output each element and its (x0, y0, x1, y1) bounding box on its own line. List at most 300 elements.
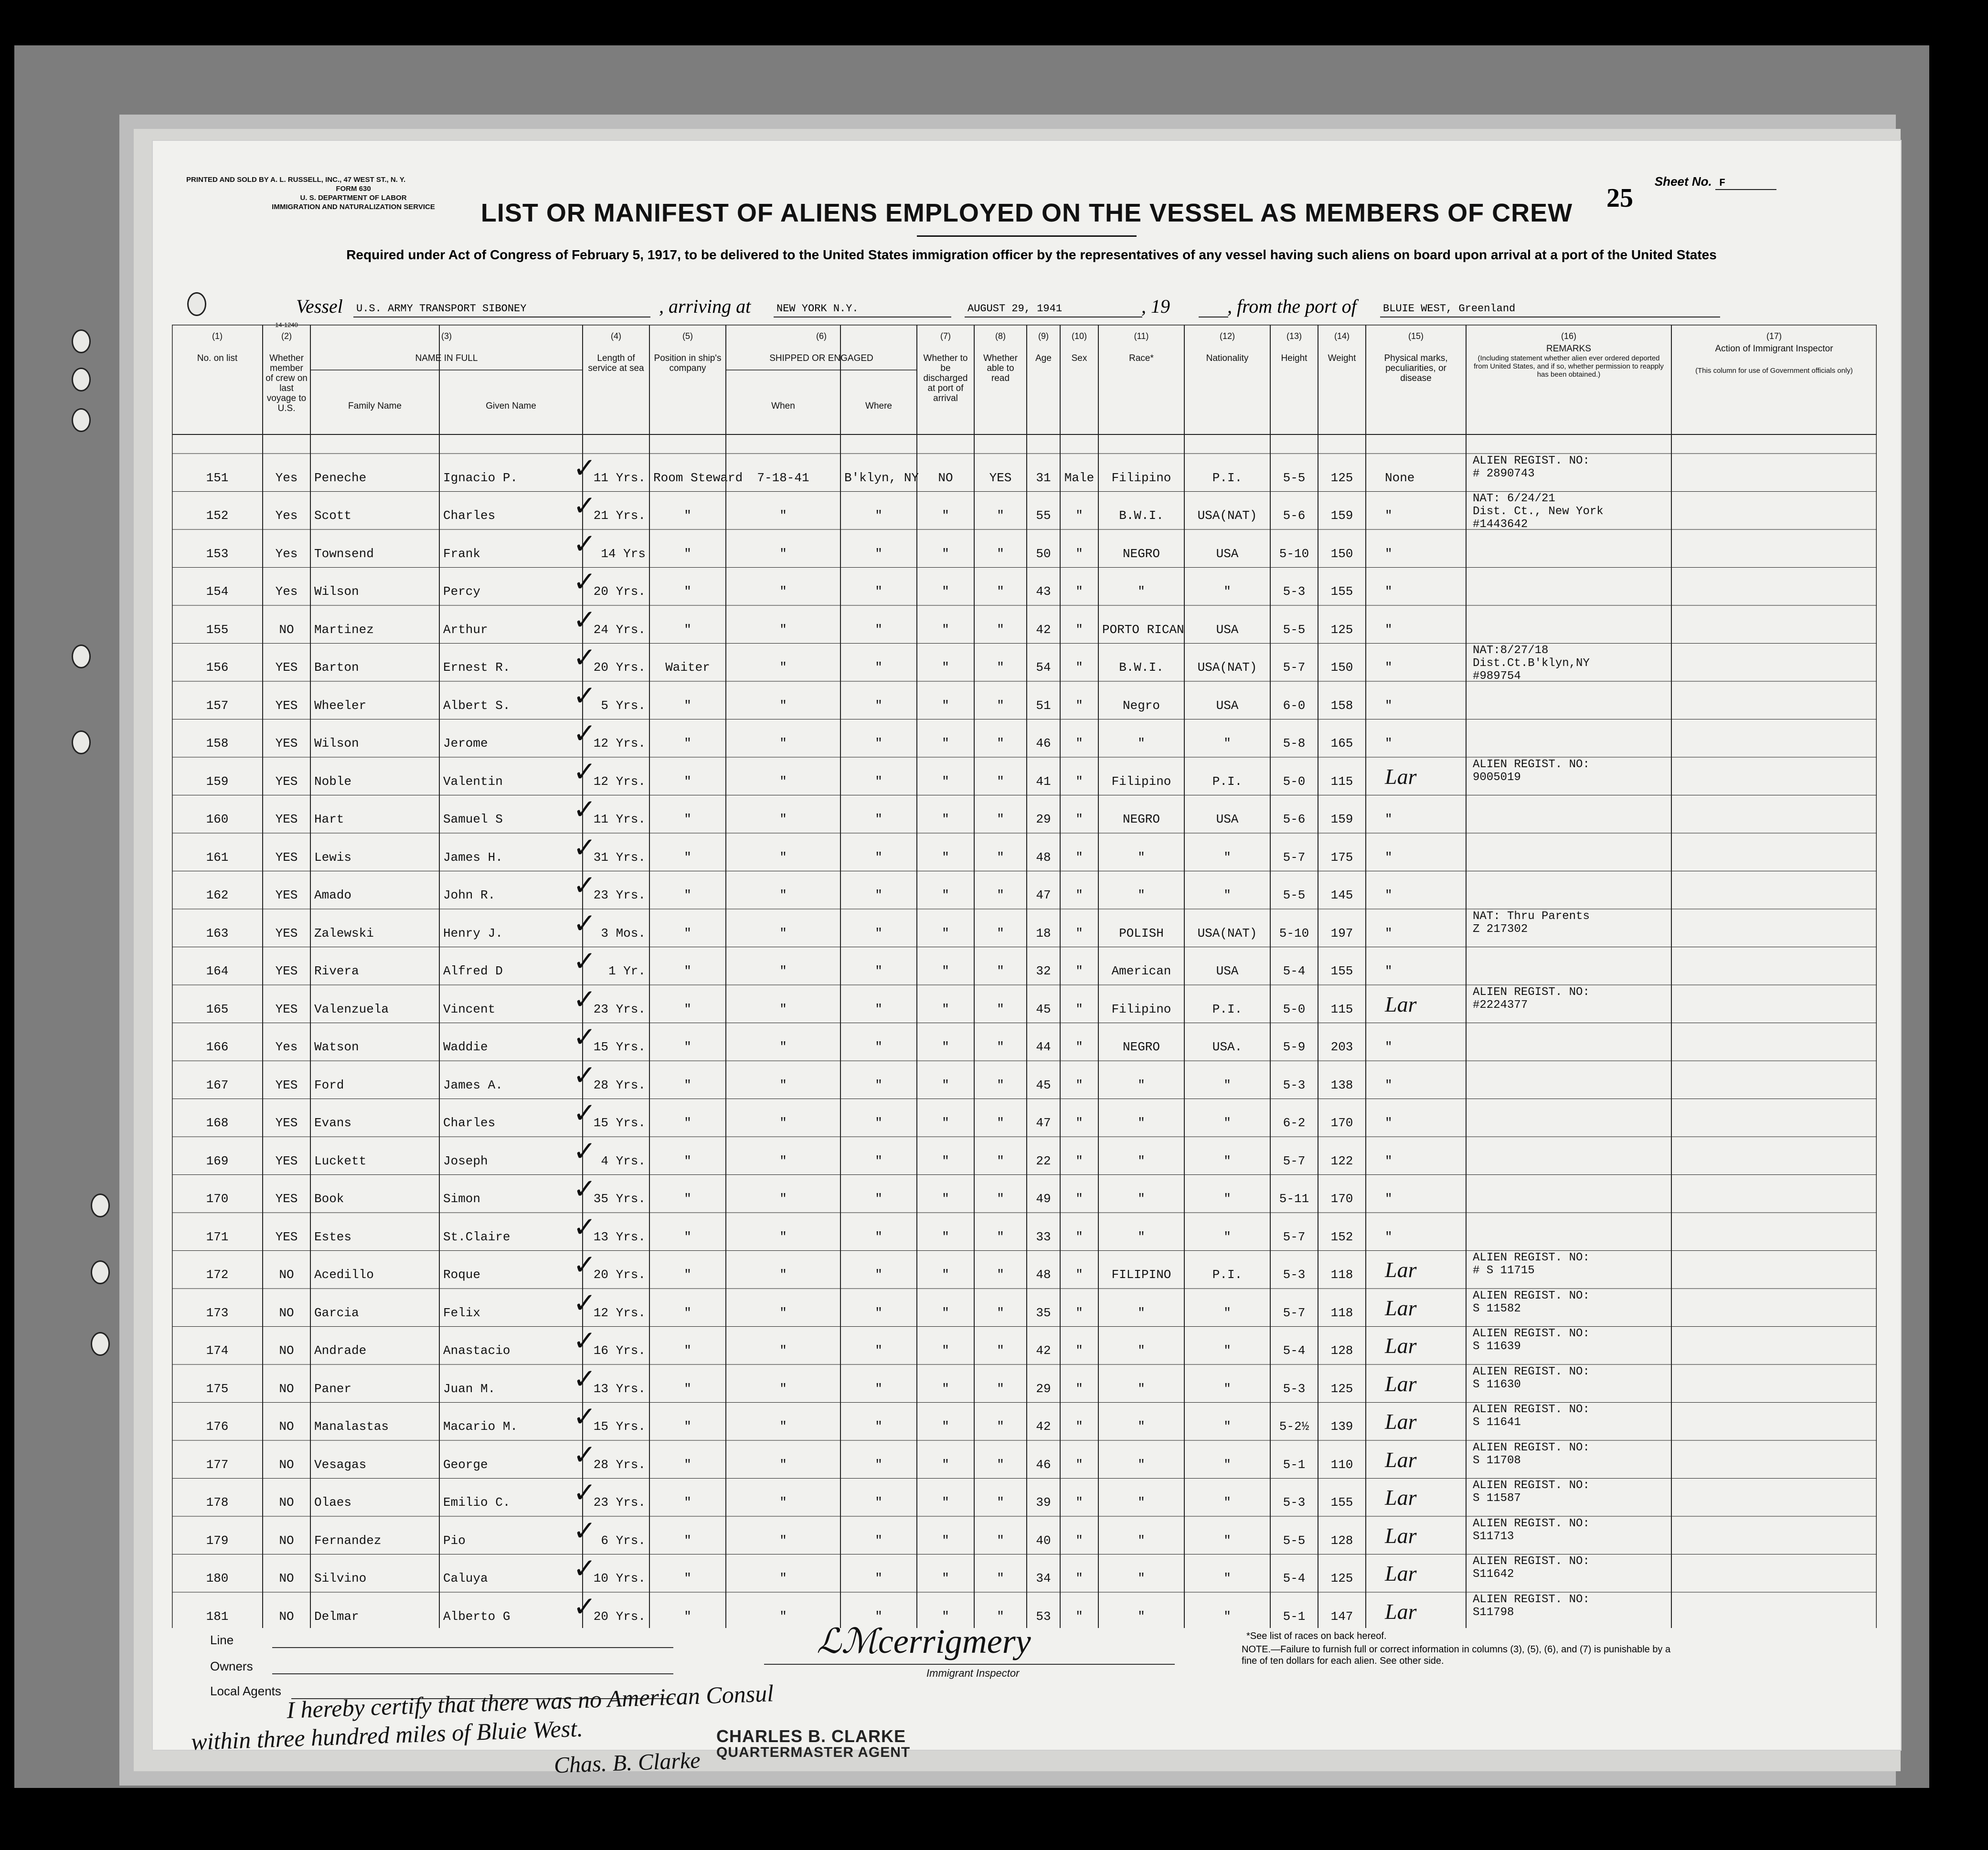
cell-disch: " (942, 888, 949, 902)
cell-family: Rivera (314, 964, 359, 978)
cell-nat: P.I. (1212, 1002, 1243, 1016)
cell-height: 5-3 (1283, 1381, 1306, 1396)
check-mark: ✓ (573, 1553, 596, 1584)
corner-code: 14-1240 (275, 321, 298, 328)
check-mark: ✓ (573, 490, 596, 521)
cell-nat: " (1223, 1533, 1231, 1548)
footer-note: NOTE.—Failure to furnish full or correct information in columns (3), (5), (6), and (7) is punishable by a fine of ten dollars for each alien. See other side. (1242, 1644, 1671, 1666)
cell-when: " (779, 736, 787, 751)
cell-family: Hart (314, 812, 344, 826)
cell-no: 159 (206, 774, 229, 789)
column-header-c9: Age (1035, 353, 1052, 363)
cell-nat: USA(NAT) (1197, 926, 1257, 941)
cell-race: Filipino (1111, 774, 1171, 789)
cell-no: 157 (206, 698, 229, 713)
cell-sex: " (1075, 1533, 1083, 1548)
cell-where: " (875, 1078, 882, 1092)
cell-marks: Lar (1385, 1523, 1417, 1548)
arriving-port: NEW YORK N.Y. (774, 303, 951, 317)
cell-disch: " (942, 1078, 949, 1092)
cell-remarks: ALIEN REGIST. NO: (1473, 1327, 1590, 1340)
cell-race: " (1138, 1343, 1145, 1358)
cell-race: " (1138, 1153, 1145, 1168)
cell-weight: 122 (1330, 1153, 1353, 1168)
column-header-c3: NAME IN FULL (415, 353, 478, 363)
check-mark: ✓ (573, 756, 596, 787)
cell-race: " (1138, 1229, 1145, 1244)
cell-disch: " (942, 1040, 949, 1054)
check-mark: ✓ (573, 528, 596, 560)
cell-nat: " (1223, 584, 1231, 599)
cell-no: 168 (206, 1116, 229, 1130)
cell-where: " (875, 774, 882, 789)
cell-nat: " (1223, 1229, 1231, 1244)
cell-race: NEGRO (1122, 1040, 1160, 1054)
footer-line-rule (272, 1647, 673, 1648)
cell-read: " (997, 1571, 1004, 1586)
cell-nat: USA (1216, 812, 1239, 826)
cell-sex: " (1075, 1116, 1083, 1130)
cell-remarks: ALIEN REGIST. NO: (1473, 1517, 1590, 1530)
cell-prev: NO (279, 1268, 294, 1282)
cell-when: " (779, 1381, 787, 1396)
cell-read: " (997, 1305, 1004, 1320)
cell-marks: " (1385, 850, 1393, 865)
cell-service: 11 Yrs. (593, 470, 646, 485)
cell-when: " (779, 1002, 787, 1016)
cell-prev: Yes (275, 508, 298, 523)
cell-given: Pio (443, 1533, 466, 1548)
cell-family: Wheeler (314, 698, 367, 713)
check-mark: ✓ (573, 1477, 596, 1508)
cell-family: Valenzuela (314, 1002, 389, 1016)
cell-no: 169 (206, 1153, 229, 1168)
cell-race: Filipino (1111, 1002, 1171, 1016)
cell-weight: 158 (1330, 698, 1353, 713)
cell-height: 5-7 (1283, 850, 1306, 865)
cell-marks: " (1385, 736, 1393, 751)
cell-no: 160 (206, 812, 229, 826)
cell-height: 5-7 (1283, 660, 1306, 675)
cell-age: 46 (1036, 736, 1051, 751)
inspector-rule (764, 1664, 1175, 1665)
cell-prev: NO (279, 1609, 294, 1624)
cell-disch: " (942, 850, 949, 865)
cell-remarks: Dist.Ct.B'klyn,NY (1473, 657, 1590, 670)
column-header-c14: Weight (1328, 353, 1356, 363)
page-subtitle: Required under Act of Congress of February 5, 1917, to be delivered to the United States immigration officer by the representatives of any vessel having such aliens on board upon arrival at a port of the United States (346, 247, 1717, 262)
cell-remarks: S 11582 (1473, 1302, 1521, 1315)
cell-race: " (1138, 1609, 1145, 1624)
cell-marks: Lar (1385, 992, 1417, 1016)
cell-race: " (1138, 888, 1145, 902)
cell-marks: Lar (1385, 1333, 1417, 1358)
cell-read: " (997, 1002, 1004, 1016)
cell-nat: USA (1216, 622, 1239, 637)
check-mark: ✓ (573, 870, 596, 901)
column-number-c9: (9) (1038, 331, 1049, 341)
cell-prev: NO (279, 1533, 294, 1548)
cell-age: 39 (1036, 1495, 1051, 1510)
cell-read: " (997, 660, 1004, 675)
check-mark: ✓ (573, 1211, 596, 1243)
footer-owners-label: Owners (210, 1659, 253, 1673)
cell-position: " (684, 736, 691, 751)
cell-race: " (1138, 584, 1145, 599)
inspector-signature: ℒℳcerrigmery (817, 1622, 1031, 1660)
check-mark: ✓ (573, 718, 596, 749)
from-port: BLUIE WEST, Greenland (1380, 303, 1720, 317)
cell-service: 23 Yrs. (593, 1495, 646, 1510)
cell-disch: " (942, 736, 949, 751)
cell-family: Amado (314, 888, 352, 902)
cell-given: Henry J. (443, 926, 503, 941)
check-mark: ✓ (573, 983, 596, 1015)
cell-height: 5-3 (1283, 1078, 1306, 1092)
cell-where: " (875, 584, 882, 599)
cell-remarks: NAT: Thru Parents (1473, 909, 1590, 923)
cell-no: 165 (206, 1002, 229, 1016)
cell-given: Alfred D (443, 964, 503, 978)
check-mark: ✓ (573, 832, 596, 863)
races-note: *See list of races on back hereof. (1246, 1631, 1387, 1641)
cell-disch: " (942, 1457, 949, 1472)
cell-family: Barton (314, 660, 359, 675)
column-header-c10: Sex (1071, 353, 1087, 363)
form-number: FORM 630 (336, 185, 371, 193)
stamp-title: QUARTERMASTER AGENT (716, 1744, 911, 1760)
cell-prev: NO (279, 1381, 294, 1396)
cell-service: 13 Yrs. (593, 1229, 646, 1244)
cell-when: " (779, 1040, 787, 1054)
cell-no: 161 (206, 850, 229, 865)
cell-disch: " (942, 1609, 949, 1624)
cell-height: 5-3 (1283, 1268, 1306, 1282)
cell-marks: " (1385, 584, 1393, 599)
cell-disch: " (942, 1419, 949, 1434)
cell-nat: " (1223, 1305, 1231, 1320)
cell-weight: 170 (1330, 1192, 1353, 1206)
cell-family: Martinez (314, 622, 374, 637)
cell-family: Olaes (314, 1495, 352, 1510)
cell-given: Macario M. (443, 1419, 518, 1434)
cell-nat: USA(NAT) (1197, 660, 1257, 675)
cell-when: " (779, 926, 787, 941)
cell-remarks: NAT:8/27/18 (1473, 644, 1549, 657)
cell-family: Book (314, 1192, 344, 1206)
cell-age: 48 (1036, 850, 1051, 865)
cell-service: 10 Yrs. (593, 1571, 646, 1586)
cell-given: Valentin (443, 774, 503, 789)
cell-age: 29 (1036, 1381, 1051, 1396)
cell-when: " (779, 584, 787, 599)
cell-position: " (684, 812, 691, 826)
cell-sex: " (1075, 850, 1083, 865)
cell-age: 45 (1036, 1002, 1051, 1016)
cell-remarks: ALIEN REGIST. NO: (1473, 1403, 1590, 1416)
cell-weight: 150 (1330, 660, 1353, 675)
cell-given: John R. (443, 888, 496, 902)
cell-marks: " (1385, 964, 1393, 978)
cell-race: " (1138, 1495, 1145, 1510)
cell-age: 42 (1036, 622, 1051, 637)
cell-marks: " (1385, 508, 1393, 523)
cell-marks: Lar (1385, 1409, 1417, 1434)
cell-sex: " (1075, 622, 1083, 637)
cell-nat: " (1223, 1571, 1231, 1586)
punch-hole (91, 1332, 110, 1356)
cell-marks: " (1385, 1116, 1393, 1130)
check-mark: ✓ (573, 566, 596, 597)
manifest-sheet (153, 141, 1901, 1778)
cell-where: " (875, 1153, 882, 1168)
cell-marks: " (1385, 698, 1393, 713)
cell-height: 5-3 (1283, 584, 1306, 599)
cell-disch: " (942, 622, 949, 637)
cell-nat: P.I. (1212, 774, 1243, 789)
cell-no: 170 (206, 1192, 229, 1206)
cell-read: " (997, 1268, 1004, 1282)
cell-where: " (875, 850, 882, 865)
cell-age: 48 (1036, 1268, 1051, 1282)
cell-no: 151 (206, 470, 229, 485)
cell-marks: Lar (1385, 1561, 1417, 1586)
cell-prev: YES (275, 850, 298, 865)
cell-read: " (997, 1192, 1004, 1206)
cell-sex: " (1075, 546, 1083, 561)
column-header-c15: Physical marks, peculiarities, or disease (1384, 353, 1448, 383)
cell-read: " (997, 812, 1004, 826)
footer-line-label: Line (210, 1633, 234, 1647)
cell-service: 35 Yrs. (593, 1192, 646, 1206)
cell-when: " (779, 546, 787, 561)
cell-service: 21 Yrs. (593, 508, 646, 523)
cell-weight: 128 (1330, 1533, 1353, 1548)
cell-sex: " (1075, 1002, 1083, 1016)
cell-no: 154 (206, 584, 229, 599)
cell-position: " (684, 1153, 691, 1168)
cell-nat: " (1223, 1381, 1231, 1396)
cell-given: James H. (443, 850, 503, 865)
cell-height: 5-5 (1283, 1533, 1306, 1548)
cell-remarks: NAT: 6/24/21 (1473, 492, 1555, 505)
cell-no: 181 (206, 1609, 229, 1624)
cell-weight: 118 (1330, 1305, 1353, 1320)
cell-weight: 125 (1330, 622, 1353, 637)
cell-family: Wilson (314, 584, 359, 599)
cell-race: POLISH (1119, 926, 1164, 941)
printer-line: PRINTED AND SOLD BY A. L. RUSSELL, INC., 47 WEST ST., N. Y. (186, 176, 406, 184)
cell-weight: 128 (1330, 1343, 1353, 1358)
cell-position: " (684, 1381, 691, 1396)
cell-height: 6-2 (1283, 1116, 1306, 1130)
cell-height: 5-6 (1283, 508, 1306, 523)
cell-sex: " (1075, 888, 1083, 902)
cell-read: " (997, 1419, 1004, 1434)
cell-prev: YES (275, 698, 298, 713)
cell-family: Zalewski (314, 926, 374, 941)
cell-age: 55 (1036, 508, 1051, 523)
cell-age: 35 (1036, 1305, 1051, 1320)
cell-age: 32 (1036, 964, 1051, 978)
cell-weight: 175 (1330, 850, 1353, 865)
cell-nat: " (1223, 1457, 1231, 1472)
cell-read: " (997, 964, 1004, 978)
cell-read: " (997, 698, 1004, 713)
cell-disch: " (942, 1305, 949, 1320)
cell-weight: 197 (1330, 926, 1353, 941)
cell-when: " (779, 888, 787, 902)
cell-service: 4 Yrs. (601, 1153, 646, 1168)
cell-service: 20 Yrs. (593, 1609, 646, 1624)
cell-disch: " (942, 584, 949, 599)
cell-when: " (779, 622, 787, 637)
cell-where: " (875, 1533, 882, 1548)
cell-height: 5-4 (1283, 964, 1306, 978)
cell-disch: " (942, 1153, 949, 1168)
vessel-line (296, 294, 1862, 317)
cell-race: FILIPINO (1111, 1268, 1171, 1282)
cell-where: " (875, 1419, 882, 1434)
cell-where: " (875, 964, 882, 978)
cell-given: Vincent (443, 1002, 496, 1016)
cell-age: 22 (1036, 1153, 1051, 1168)
handwritten-signature: Chas. B. Clarke (553, 1747, 701, 1778)
cell-height: 5-4 (1283, 1343, 1306, 1358)
cell-remarks: ALIEN REGIST. NO: (1473, 985, 1590, 999)
cell-sex: " (1075, 812, 1083, 826)
cell-sex: " (1075, 926, 1083, 941)
cell-race: B.W.I. (1119, 508, 1164, 523)
cell-age: 47 (1036, 1116, 1051, 1130)
cell-service: 5 Yrs. (601, 698, 646, 713)
cell-weight: 118 (1330, 1268, 1353, 1282)
cell-when: " (779, 1419, 787, 1434)
cell-height: 5-5 (1283, 622, 1306, 637)
cell-remarks: ALIEN REGIST. NO: (1473, 1251, 1590, 1264)
cell-read: " (997, 1078, 1004, 1092)
cell-weight: 155 (1330, 1495, 1353, 1510)
cell-given: Felix (443, 1305, 481, 1320)
cell-nat: " (1223, 1495, 1231, 1510)
cell-sex: Male (1064, 470, 1095, 485)
cell-remarks: S 11639 (1473, 1340, 1521, 1353)
column-header-c1: No. on list (197, 353, 238, 363)
cell-age: 46 (1036, 1457, 1051, 1472)
cell-remarks: 9005019 (1473, 771, 1521, 784)
column-header-c13: Height (1281, 353, 1308, 363)
cell-position: " (684, 508, 691, 523)
cell-nat: " (1223, 1192, 1231, 1206)
cell-remarks: S 11630 (1473, 1378, 1521, 1391)
cell-disch: " (942, 1571, 949, 1586)
check-mark: ✓ (573, 680, 596, 711)
cell-position: " (684, 1116, 691, 1130)
cell-height: 5-10 (1279, 926, 1309, 941)
cell-position: " (684, 850, 691, 865)
cell-read: " (997, 1343, 1004, 1358)
cell-height: 5-7 (1283, 1305, 1306, 1320)
cell-nat: " (1223, 1609, 1231, 1624)
cell-weight: 110 (1330, 1457, 1353, 1472)
column-number-c10: (10) (1071, 331, 1087, 341)
cell-where: " (875, 1381, 882, 1396)
cell-remarks: ALIEN REGIST. NO: (1473, 758, 1590, 771)
cell-position: " (684, 1533, 691, 1548)
cell-family: Noble (314, 774, 352, 789)
stamp-name: CHARLES B. CLARKE (716, 1726, 906, 1746)
arrival-date: AUGUST 29, 1941 (965, 303, 1142, 317)
cell-service: 15 Yrs. (593, 1040, 646, 1054)
cell-given: Emilio C. (443, 1495, 510, 1510)
cell-service: 12 Yrs. (593, 736, 646, 751)
check-mark: ✓ (573, 1098, 596, 1129)
cell-position: " (684, 1343, 691, 1358)
cell-sex: " (1075, 508, 1083, 523)
cell-prev: Yes (275, 584, 298, 599)
cell-marks: Lar (1385, 764, 1417, 789)
cell-where: " (875, 888, 882, 902)
cell-when: " (779, 1571, 787, 1586)
cell-service: 31 Yrs. (593, 850, 646, 865)
cell-remarks: ALIEN REGIST. NO: (1473, 1441, 1590, 1454)
cell-age: 29 (1036, 812, 1051, 826)
cell-when: " (779, 1305, 787, 1320)
cell-weight: 125 (1330, 1571, 1353, 1586)
cell-no: 180 (206, 1571, 229, 1586)
cell-position: " (684, 1192, 691, 1206)
cell-when: " (779, 964, 787, 978)
column-header-c17: Action of Immigrant Inspector (1715, 344, 1833, 354)
cell-position: " (684, 1268, 691, 1282)
cell-position: Waiter (665, 660, 710, 675)
cell-nat: " (1223, 1343, 1231, 1358)
check-mark: ✓ (573, 1401, 596, 1432)
cell-prev: NO (279, 1305, 294, 1320)
cell-remarks: ALIEN REGIST. NO: (1473, 454, 1590, 467)
column-number-c1: (1) (212, 331, 223, 341)
cell-sex: " (1075, 1495, 1083, 1510)
cell-read: " (997, 508, 1004, 523)
cell-race: Filipino (1111, 470, 1171, 485)
cell-weight: 145 (1330, 888, 1353, 902)
cell-weight: 150 (1330, 546, 1353, 561)
cell-family: Fernandez (314, 1533, 382, 1548)
cell-weight: 170 (1330, 1116, 1353, 1130)
page-title: LIST OR MANIFEST OF ALIENS EMPLOYED ON THE VESSEL AS MEMBERS OF CREW (480, 199, 1573, 227)
cell-no: 167 (206, 1078, 229, 1092)
cell-where: " (875, 508, 882, 523)
cell-remarks: ALIEN REGIST. NO: (1473, 1289, 1590, 1302)
cell-prev: NO (279, 1419, 294, 1434)
cell-remarks: S11798 (1473, 1606, 1514, 1619)
cell-race: " (1138, 1533, 1145, 1548)
cell-weight: 159 (1330, 812, 1353, 826)
cell-race: B.W.I. (1119, 660, 1164, 675)
cell-read: " (997, 622, 1004, 637)
cell-sex: " (1075, 964, 1083, 978)
column-number-c2: (2) (281, 331, 292, 341)
cell-no: 174 (206, 1343, 229, 1358)
cell-given: James A. (443, 1078, 503, 1092)
cell-service: 12 Yrs. (593, 774, 646, 789)
column-number-c14: (14) (1334, 331, 1350, 341)
cell-remarks: S 11641 (1473, 1416, 1521, 1429)
cell-age: 33 (1036, 1229, 1051, 1244)
cell-weight: 159 (1330, 508, 1353, 523)
cell-height: 5-6 (1283, 812, 1306, 826)
cell-service: 23 Yrs. (593, 888, 646, 902)
